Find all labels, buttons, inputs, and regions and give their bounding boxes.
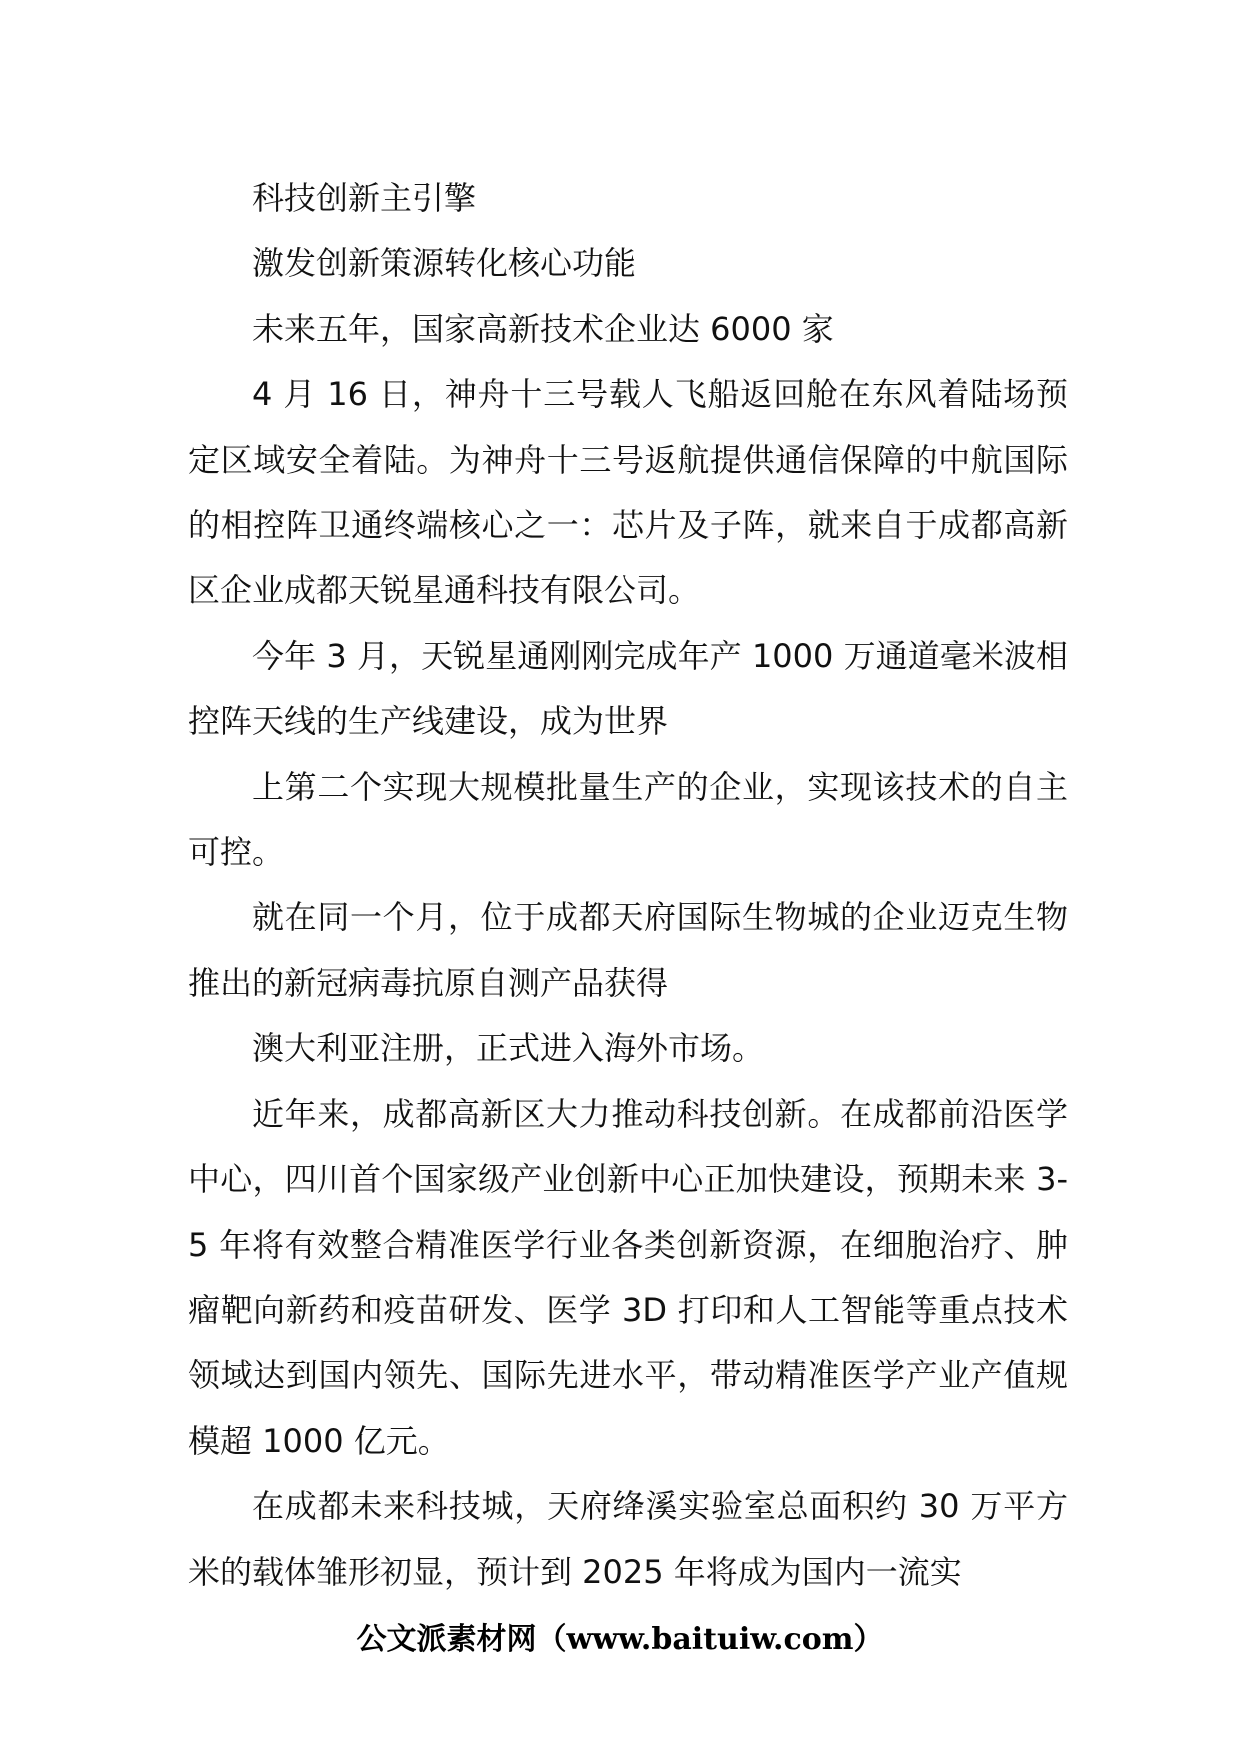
- heading-line-2: 激发创新策源转化核心功能: [252, 244, 637, 283]
- footer-watermark: 公文派素材网（www.baituiw.com）: [356, 1622, 884, 1657]
- paragraph-medical-center: 近年来，成都高新区大力推动科技创新。在成都前沿医学中心，四川首个国家级产业创新中心正加快建设，预期未来 3-5 年将有效整合精准医学行业各类创新资源，在细胞治疗、肿瘤靶向新药和疫苗研发、医学 3D 打印和人工智能等重点技术领域达到国内领先、国际先进水平，带动精准医学产业产值规模超 1000 亿元。: [188, 1094, 1068, 1460]
- paragraph-tianrui: 今年 3 月，天锐星通刚刚完成年产 1000 万通道毫米波相控阵天线的生产线建设，成为世界: [188, 636, 1068, 741]
- paragraph-tianrui-continued: 上第二个实现大规模批量生产的企业，实现该技术的自主可控。: [188, 767, 1068, 872]
- paragraph-future-tech-city: 在成都未来科技城，天府绛溪实验室总面积约 30 万平方米的载体雏形初显，预计到 2025 年将成为国内一流实: [188, 1487, 1068, 1591]
- heading-line-1: 科技创新主引擎: [252, 179, 477, 217]
- paragraph-shenzhou: 4 月 16 日，神舟十三号载人飞船返回舱在东风着陆场预定区域安全着陆。为神舟十三号返航提供通信保障的中航国际的相控阵卫通终端核心之一：芯片及子阵，就来自于成都高新区企业成都天锐星通科技有限公司。: [188, 375, 1068, 610]
- heading-line-3: 未来五年，国家高新技术企业达 6000 家: [252, 309, 834, 348]
- paragraph-maike-continued: 澳大利亚注册，正式进入海外市场。: [252, 1029, 765, 1068]
- paragraph-maike: 就在同一个月，位于成都天府国际生物城的企业迈克生物推出的新冠病毒抗原自测产品获得: [188, 898, 1068, 1002]
- document-body: [188, 166, 1068, 1605]
